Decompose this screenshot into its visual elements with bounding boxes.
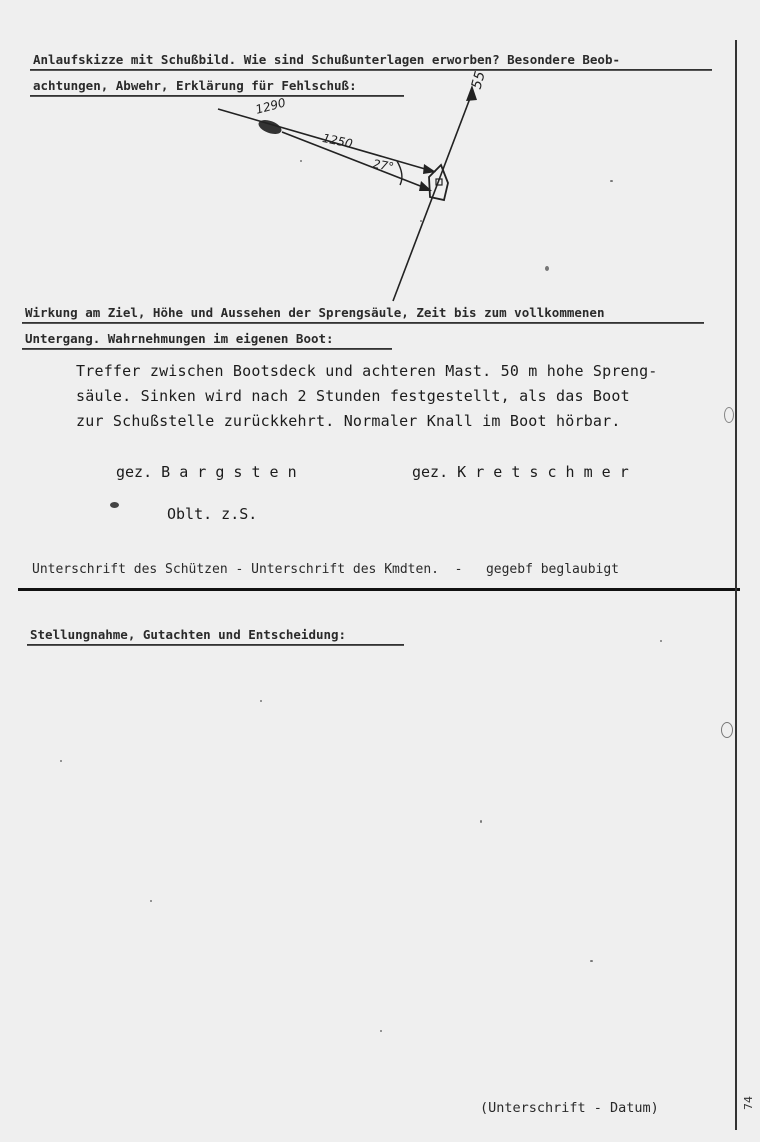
attack-sketch [200,65,500,305]
margin-note: 74 [742,1096,755,1110]
sketch-label-line2: achtungen, Abwehr, Erklärung für Fehlschuß: [33,78,357,93]
commander-signature: gez. K r e t s c h m e r [412,463,629,481]
footer-signature-date: (Unterschrift - Datum) [480,1100,659,1116]
effect-text-line-2: säule. Sinken wird nach 2 Stunden festgestellt, als das Boot [76,387,630,405]
effect-label-line2: Untergang. Wahrnehmungen im eigenen Boot: [25,331,334,346]
effect-label-underline-2 [22,348,392,350]
signature-caption: Unterschrift des Schützen - Unterschrift des Kmdten. - gegebf beglaubigt [32,562,619,577]
course-label: 55 [468,69,489,91]
torpedo-track-2 [282,132,428,189]
shooter-signature: gez. B a r g s t e n [116,463,297,481]
section-separator [18,588,740,591]
bearing-label: 1290 [254,95,288,117]
right-margin-rule [735,40,737,1130]
distance-label: 1250 [321,130,354,151]
effect-label-underline-1 [22,322,704,324]
effect-label-line1: Wirkung am Ziel, Höhe und Aussehen der Sprengsäule, Zeit bis zum vollkommenen [25,305,605,320]
sketch-label-line1: Anlaufskizze mit Schußbild. Wie sind Schußunterlagen erworben? Besondere Beob- [33,52,620,67]
effect-text-line-3: zur Schußstelle zurückkehrt. Normaler Knall im Boot hörbar. [76,412,621,430]
opinion-label: Stellungnahme, Gutachten und Entscheidung: [30,627,347,642]
angle-arc [397,161,402,185]
effect-text-line-1: Treffer zwischen Bootsdeck und achteren Mast. 50 m hohe Spreng- [76,362,658,380]
opinion-label-underline [27,644,404,646]
rank-text: Oblt. z.S. [167,505,258,523]
angle-label: 27° [371,156,395,175]
